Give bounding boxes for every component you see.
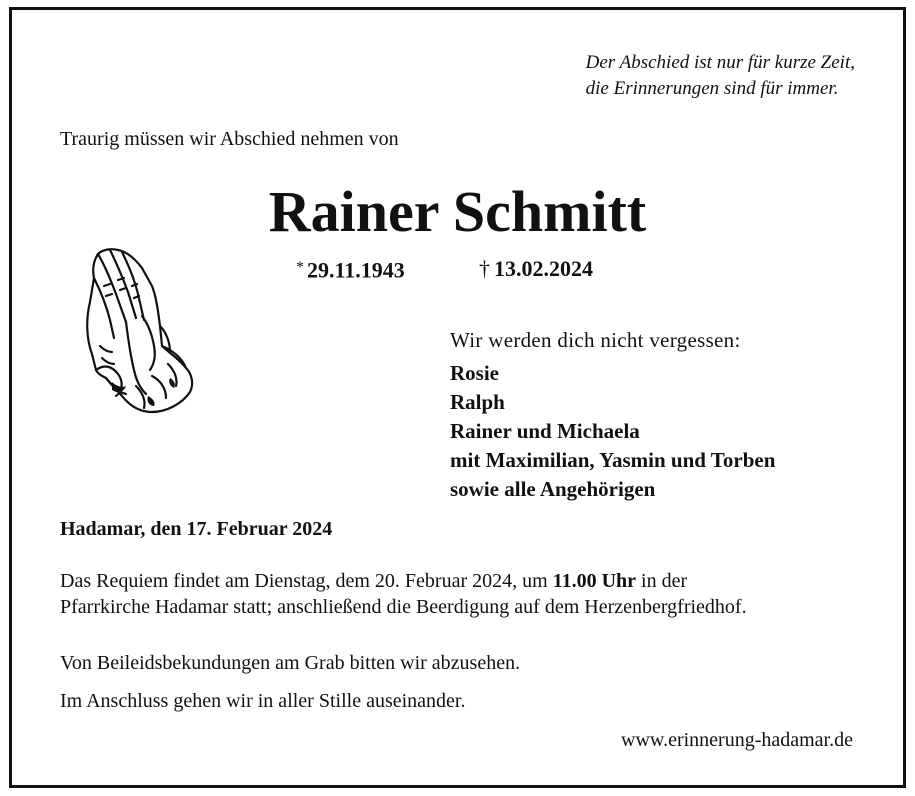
mourner-item: Rosie <box>450 361 499 385</box>
mourner-item: mit Maximilian, Yasmin und Torben <box>450 448 776 472</box>
requiem-line-1 <box>60 568 747 594</box>
quote-line-1: Der Abschied ist nur für kurze Zeit, <box>585 52 855 73</box>
closing-note: Im Anschluss gehen wir in aller Stille auseinander. <box>60 690 466 712</box>
condolences-note: Von Beileidsbekundungen am Grab bitten wir abzusehen. <box>60 652 521 674</box>
death-date <box>479 256 593 282</box>
mourner-item: sowie alle Angehörigen <box>450 477 656 501</box>
website-link[interactable]: www.erinnerung-hadamar.de <box>621 729 853 751</box>
birth-date-value: 29.11.1943 <box>307 257 405 283</box>
deceased-name: Rainer Schmitt <box>268 179 647 244</box>
birth-symbol: * <box>296 259 304 276</box>
place-date: Hadamar, den 17. Februar 2024 <box>60 518 333 540</box>
birth-date <box>296 256 405 283</box>
intro-text: Traurig müssen wir Abschied nehmen von <box>60 128 399 150</box>
family-heading: Wir werden dich nicht vergessen: <box>450 328 741 352</box>
requiem-notice <box>60 568 747 620</box>
requiem-text-2: in der <box>636 570 688 592</box>
mourners-list <box>450 359 775 504</box>
mourner-item: Ralph <box>450 390 505 414</box>
requiem-text-1: Das Requiem findet am Dienstag, dem 20. Februar 2024, um <box>60 570 553 592</box>
requiem-line-2: Pfarrkirche Hadamar statt; anschließend die Beerdigung auf dem Herzenbergfriedhof. <box>60 596 747 618</box>
quote <box>586 50 855 102</box>
death-symbol: † <box>479 256 490 281</box>
quote-line-2: die Erinnerungen sind für immer. <box>585 78 839 99</box>
requiem-time: 11.00 Uhr <box>552 570 637 592</box>
mourner-item: Rainer und Michaela <box>450 419 640 443</box>
praying-hands-icon <box>82 246 197 426</box>
death-date-value: 13.02.2024 <box>494 256 593 281</box>
